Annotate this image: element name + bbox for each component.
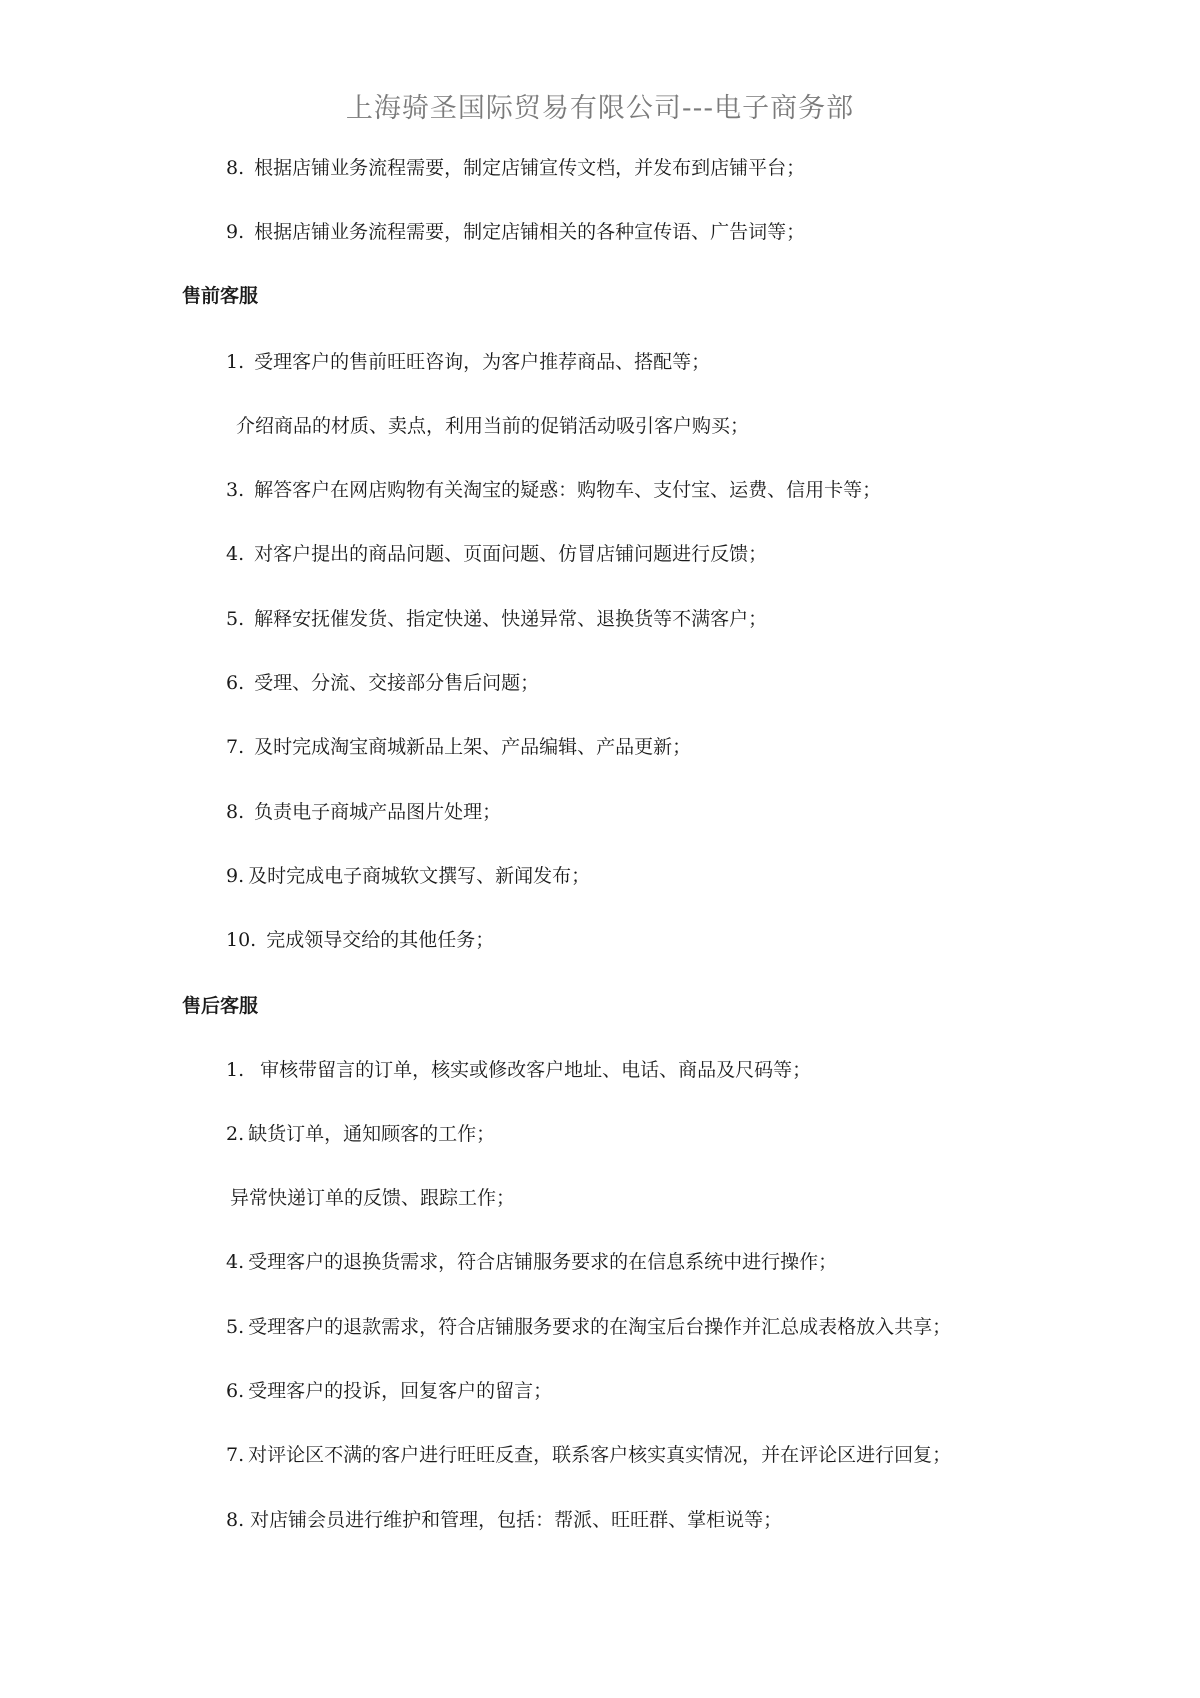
- item-number: 1.: [226, 1059, 245, 1081]
- item-text: 审核带留言的订单，核实或修改客户地址、电话、商品及尺码等；: [260, 1059, 812, 1081]
- item-number: 7.: [226, 736, 245, 758]
- item-text: 受理客户的投诉，回复客户的留言；: [248, 1380, 553, 1402]
- list-item: [226, 735, 691, 759]
- item-number: 9.: [226, 865, 245, 887]
- item-text: 介绍商品的材质、卖点，利用当前的促销活动吸引客户购买；: [236, 415, 750, 437]
- list-item: [226, 542, 767, 566]
- list-item: [226, 1122, 495, 1146]
- item-number: 8.: [226, 157, 245, 179]
- list-item: [226, 156, 805, 180]
- item-number: 10.: [226, 929, 257, 951]
- item-text: 及时完成淘宝商城新品上架、产品编辑、产品更新；: [254, 736, 692, 758]
- list-item: [226, 1508, 782, 1532]
- item-number: 7.: [226, 1444, 245, 1466]
- section-heading-aftersale: 售后客服: [182, 995, 259, 1017]
- item-text: 对客户提出的商品问题、页面问题、仿冒店铺问题进行反馈；: [254, 543, 768, 565]
- item-number: 9.: [226, 221, 245, 243]
- list-item: [230, 1186, 515, 1210]
- list-item: [236, 414, 749, 438]
- item-text: 受理客户的退款需求，符合店铺服务要求的在淘宝后台操作并汇总成表格放入共享；: [248, 1316, 952, 1338]
- item-number: 5.: [226, 608, 245, 630]
- item-number: 8.: [226, 801, 245, 823]
- list-item: [226, 671, 539, 695]
- item-text: 受理客户的退换货需求，符合店铺服务要求的在信息系统中进行操作；: [248, 1251, 838, 1273]
- list-item: [226, 1315, 951, 1339]
- item-text: 受理客户的售前旺旺咨询，为客户推荐商品、搭配等；: [254, 351, 711, 373]
- item-text: 及时完成电子商城软文撰写、新闻发布；: [248, 865, 591, 887]
- item-text: 解释安抚催发货、指定快递、快递异常、退换货等不满客户；: [254, 608, 768, 630]
- item-text: 异常快递订单的反馈、跟踪工作；: [230, 1187, 516, 1209]
- item-text: 根据店铺业务流程需要，制定店铺相关的各种宣传语、广告词等；: [254, 221, 806, 243]
- item-text: 对店铺会员进行维护和管理，包括：帮派、旺旺群、掌柜说等；: [250, 1509, 783, 1531]
- list-item: [226, 1250, 837, 1274]
- item-number: 1.: [226, 351, 245, 373]
- item-text: 完成领导交给的其他任务；: [266, 929, 495, 951]
- page-title: 上海骑圣国际贸易有限公司---电子商务部: [345, 93, 855, 124]
- item-number: 4.: [226, 1251, 245, 1273]
- item-number: 4.: [226, 543, 245, 565]
- item-number: 6.: [226, 1380, 245, 1402]
- item-text: 负责电子商城产品图片处理；: [254, 801, 502, 823]
- item-number: 2.: [226, 1123, 245, 1145]
- item-text: 根据店铺业务流程需要，制定店铺宣传文档，并发布到店铺平台；: [254, 157, 806, 179]
- item-text: 解答客户在网店购物有关淘宝的疑惑：购物车、支付宝、运费、信用卡等；: [254, 479, 882, 501]
- list-item: [226, 350, 710, 374]
- item-number: 3.: [226, 479, 245, 501]
- list-item: [226, 1379, 552, 1403]
- list-item: [226, 1058, 811, 1082]
- list-item: [226, 800, 501, 824]
- item-text: 受理、分流、交接部分售后问题；: [254, 672, 540, 694]
- item-text: 缺货订单，通知顾客的工作；: [248, 1123, 496, 1145]
- item-number: 8.: [226, 1509, 245, 1531]
- section-heading-presale: 售前客服: [182, 285, 259, 307]
- list-item: [226, 478, 881, 502]
- list-item: [226, 607, 767, 631]
- list-item: [226, 864, 590, 888]
- item-number: 5.: [226, 1316, 245, 1338]
- list-item: [226, 1443, 951, 1467]
- item-text: 对评论区不满的客户进行旺旺反查，联系客户核实真实情况，并在评论区进行回复；: [248, 1444, 952, 1466]
- list-item: [226, 220, 805, 244]
- item-number: 6.: [226, 672, 245, 694]
- list-item: [226, 928, 494, 952]
